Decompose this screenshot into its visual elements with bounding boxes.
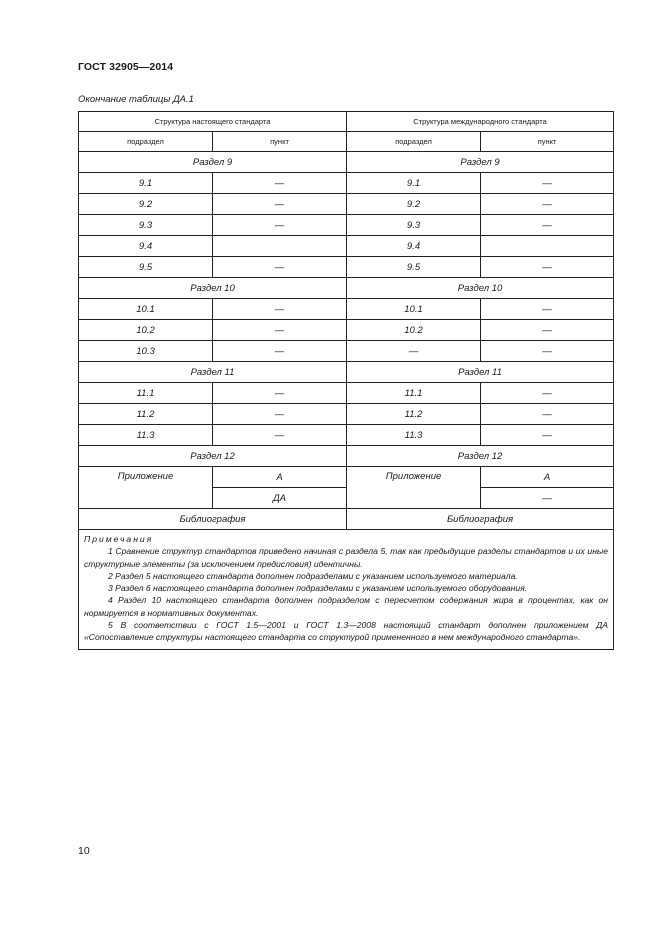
cell-clause-current: — — [213, 404, 347, 425]
cell-clause-current: — — [213, 173, 347, 194]
cell-clause-current: — — [213, 215, 347, 236]
group-header-current: Структура настоящего стандарта — [79, 112, 347, 132]
cell-clause-current — [213, 236, 347, 257]
section-label-international: Раздел 12 — [347, 446, 614, 467]
note-item: 2 Раздел 5 настоящего стандарта дополнен подразделами с указанием используемого материала. — [108, 570, 518, 581]
table-row — [79, 194, 614, 215]
section-label-international: Раздел 11 — [347, 362, 614, 383]
document-header: ГОСТ 32905—2014 — [78, 61, 174, 73]
notes-title: Примечания — [84, 534, 154, 544]
notes-row — [79, 530, 614, 650]
cell-subsection-international: 11.1 — [347, 383, 481, 404]
cell-clause-international: — — [481, 341, 614, 362]
cell-subsection-international: — — [347, 341, 481, 362]
table-row — [79, 404, 614, 425]
section-label-current: Библиография — [79, 509, 347, 530]
cell-subsection-international: 11.3 — [347, 425, 481, 446]
section-label-international: Раздел 9 — [347, 152, 614, 173]
cell-subsection-international: 9.4 — [347, 236, 481, 257]
table-row — [79, 341, 614, 362]
table-row — [79, 299, 614, 320]
cell-subsection-current: 10.1 — [79, 299, 213, 320]
cell-clause-international: — — [481, 383, 614, 404]
section-label-current: Раздел 11 — [79, 362, 347, 383]
table-row — [79, 236, 614, 257]
cell-clause-current: — — [213, 257, 347, 278]
cell-clause-current: — — [213, 299, 347, 320]
appendix-row — [79, 467, 614, 488]
table-row — [79, 320, 614, 341]
cell-clause-current: — — [213, 341, 347, 362]
cell-clause-current: — — [213, 320, 347, 341]
sub-header-clause-international: пункт — [481, 132, 614, 152]
cell-clause-international: — — [481, 173, 614, 194]
cell-subsection-international: 10.2 — [347, 320, 481, 341]
cell-subsection-current: 11.1 — [79, 383, 213, 404]
notes-block — [79, 530, 614, 650]
section-row — [79, 362, 614, 383]
appendix-value-international: А — [481, 467, 614, 488]
cell-subsection-international: 10.1 — [347, 299, 481, 320]
table-row — [79, 257, 614, 278]
cell-subsection-current: 9.4 — [79, 236, 213, 257]
section-row — [79, 446, 614, 467]
cell-subsection-international: 9.2 — [347, 194, 481, 215]
table-caption: Окончание таблицы ДА.1 — [78, 94, 194, 105]
section-label-international: Раздел 10 — [347, 278, 614, 299]
cell-clause-international: — — [481, 194, 614, 215]
cell-clause-international — [481, 236, 614, 257]
table-row — [79, 383, 614, 404]
cell-clause-current: — — [213, 194, 347, 215]
cell-subsection-current: 10.2 — [79, 320, 213, 341]
cell-subsection-current: 11.2 — [79, 404, 213, 425]
section-label-current: Раздел 12 — [79, 446, 347, 467]
section-row — [79, 152, 614, 173]
note-item: 5 В соответствии с ГОСТ 1.5—2001 и ГОСТ 1.3—2008 настоящий стандарт дополнен приложением ДА «Сопоставление структуры настоящего стандарта со структурой примененного в нем международного стандарта». — [84, 620, 609, 643]
cell-clause-current: — — [213, 383, 347, 404]
cell-clause-international: — — [481, 320, 614, 341]
cell-clause-international: — — [481, 257, 614, 278]
note-item: 1 Сравнение структур стандартов приведено начиная с раздела 5, так как предыдущие разделы стандартов и их иные структурные элементы (за исключением предисловия) идентичны. — [84, 546, 609, 569]
cell-subsection-current: 10.3 — [79, 341, 213, 362]
cell-subsection-current: 9.1 — [79, 173, 213, 194]
section-label-current: Раздел 10 — [79, 278, 347, 299]
appendix-label-international: Приложение — [347, 467, 481, 509]
structure-comparison-table — [78, 111, 614, 650]
cell-subsection-international: 9.5 — [347, 257, 481, 278]
table-row — [79, 425, 614, 446]
cell-subsection-current: 9.5 — [79, 257, 213, 278]
sub-header-subsection-international: подраздел — [347, 132, 481, 152]
section-row — [79, 278, 614, 299]
cell-clause-international: — — [481, 425, 614, 446]
cell-clause-international: — — [481, 299, 614, 320]
appendix-value-current: А — [213, 467, 347, 488]
cell-subsection-international: 9.1 — [347, 173, 481, 194]
sub-header-clause-current: пункт — [213, 132, 347, 152]
cell-clause-current: — — [213, 425, 347, 446]
cell-subsection-current: 9.3 — [79, 215, 213, 236]
group-header-international: Структура международного стандарта — [347, 112, 614, 132]
note-item: 4 Раздел 10 настоящего стандарта дополнен подразделом с пересчетом содержания жира в процентах, как он нормируется в нормативных документах. — [84, 595, 609, 618]
cell-subsection-international: 9.3 — [347, 215, 481, 236]
note-item: 3 Раздел 6 настоящего стандарта дополнен подразделами с указанием используемого оборудования. — [108, 583, 528, 594]
cell-subsection-current: 9.2 — [79, 194, 213, 215]
sub-header-subsection-current: подраздел — [79, 132, 213, 152]
section-label-current: Раздел 9 — [79, 152, 347, 173]
cell-subsection-current: 11.3 — [79, 425, 213, 446]
section-label-international: Библиография — [347, 509, 614, 530]
appendix-value-current: ДА — [213, 488, 347, 509]
cell-clause-international: — — [481, 404, 614, 425]
cell-clause-international: — — [481, 215, 614, 236]
table-row — [79, 173, 614, 194]
cell-subsection-international: 11.2 — [347, 404, 481, 425]
appendix-value-international: — — [481, 488, 614, 509]
section-row — [79, 509, 614, 530]
appendix-label-current: Приложение — [79, 467, 213, 509]
page-number: 10 — [78, 845, 90, 857]
table-row — [79, 215, 614, 236]
